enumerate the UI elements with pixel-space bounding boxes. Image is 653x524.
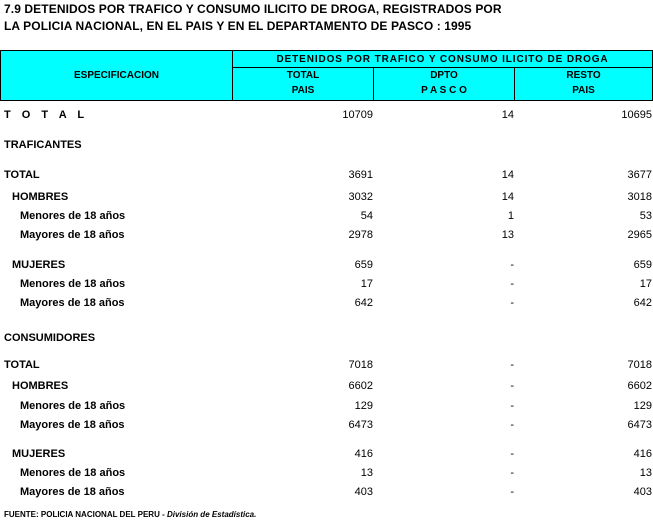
table-row xyxy=(0,378,653,396)
table-row xyxy=(0,295,653,313)
cell-total-pais: 17 xyxy=(360,278,373,290)
cell-dpto-pasco: - xyxy=(510,259,514,271)
cell-resto-pais: 10695 xyxy=(621,109,652,121)
source-label: FUENTE: POLICIA NACIONAL DEL PERU - xyxy=(4,510,167,519)
cell-total-pais: 659 xyxy=(354,259,373,271)
cell-dpto-pasco: - xyxy=(510,486,514,498)
row-label: Menores de 18 años xyxy=(20,210,126,222)
cell-resto-pais: 129 xyxy=(633,400,652,412)
row-label: Menores de 18 años xyxy=(20,400,126,412)
row-label: Mayores de 18 años xyxy=(20,419,125,431)
row-label: MUJERES xyxy=(12,259,66,271)
cell-resto-pais: 3677 xyxy=(627,169,652,181)
source-footnote xyxy=(4,510,256,519)
header-resto-pais xyxy=(515,68,652,100)
table-row xyxy=(0,446,653,464)
cell-resto-pais: 642 xyxy=(633,297,652,309)
row-label: Mayores de 18 años xyxy=(20,229,125,241)
section-traficantes: TRAFICANTES xyxy=(4,139,82,151)
cell-resto-pais: 403 xyxy=(633,486,652,498)
cell-resto-pais: 53 xyxy=(639,210,652,222)
table-row xyxy=(0,276,653,294)
row-label: HOMBRES xyxy=(12,191,69,203)
cell-resto-pais: 3018 xyxy=(627,191,652,203)
cell-dpto-pasco: 14 xyxy=(501,109,514,121)
cell-total-pais: 2978 xyxy=(348,229,373,241)
cell-resto-pais: 416 xyxy=(633,448,652,460)
cell-dpto-pasco: - xyxy=(510,297,514,309)
cell-dpto-pasco: 14 xyxy=(501,191,514,203)
section-consumidores: CONSUMIDORES xyxy=(4,332,96,344)
table-row xyxy=(0,357,653,375)
row-label: MUJERES xyxy=(12,448,66,460)
row-label: Menores de 18 años xyxy=(20,278,126,290)
cell-resto-pais: 6602 xyxy=(627,380,652,392)
cell-dpto-pasco: - xyxy=(510,467,514,479)
header-dpto-pasco xyxy=(374,68,515,100)
cell-total-pais: 642 xyxy=(354,297,373,309)
cell-resto-pais: 6473 xyxy=(627,419,652,431)
header-total-pais-line1: TOTAL xyxy=(286,70,320,81)
table-row xyxy=(0,107,653,125)
cell-total-pais: 3691 xyxy=(348,169,373,181)
table-row xyxy=(0,417,653,435)
cell-dpto-pasco: - xyxy=(510,380,514,392)
cell-total-pais: 416 xyxy=(354,448,373,460)
row-label: TOTAL xyxy=(4,359,40,371)
header-total-pais xyxy=(233,68,374,100)
row-label: Menores de 18 años xyxy=(20,467,126,479)
cell-dpto-pasco: - xyxy=(510,400,514,412)
row-label: Mayores de 18 años xyxy=(20,486,125,498)
cell-resto-pais: 659 xyxy=(633,259,652,271)
cell-dpto-pasco: - xyxy=(510,359,514,371)
cell-total-pais: 7018 xyxy=(348,359,373,371)
header-group-title: DETENIDOS POR TRAFICO Y CONSUMO ILICITO DE DROGA xyxy=(233,51,652,68)
header-dpto-pasco-line1: DPTO xyxy=(430,70,458,81)
cell-dpto-pasco: 13 xyxy=(501,229,514,241)
table-row xyxy=(0,257,653,275)
cell-total-pais: 6473 xyxy=(348,419,373,431)
header-dpto-pasco-line2: P A S C O xyxy=(421,85,467,96)
table-row xyxy=(0,227,653,245)
cell-dpto-pasco: - xyxy=(510,419,514,431)
header-resto-pais-line2: PAIS xyxy=(572,85,595,96)
cell-resto-pais: 7018 xyxy=(627,359,652,371)
cell-total-pais: 10709 xyxy=(342,109,373,121)
cell-total-pais: 3032 xyxy=(348,191,373,203)
table-title-line-1: 7.9 DETENIDOS POR TRAFICO Y CONSUMO ILICITO DE DROGA, REGISTRADOS POR xyxy=(4,2,502,16)
table-row xyxy=(0,208,653,226)
cell-total-pais: 54 xyxy=(360,210,373,222)
table-header xyxy=(0,50,653,101)
cell-dpto-pasco: 14 xyxy=(501,169,514,181)
table-row xyxy=(0,484,653,502)
header-especificacion: ESPECIFICACION xyxy=(1,51,233,100)
cell-total-pais: 403 xyxy=(354,486,373,498)
cell-resto-pais: 2965 xyxy=(627,229,652,241)
cell-resto-pais: 13 xyxy=(639,467,652,479)
table-row xyxy=(0,465,653,483)
row-label: HOMBRES xyxy=(12,380,69,392)
cell-total-pais: 6602 xyxy=(348,380,373,392)
table-row xyxy=(0,398,653,416)
row-label: T O T A L xyxy=(4,109,89,121)
row-label: TOTAL xyxy=(4,169,40,181)
table-row xyxy=(0,189,653,207)
row-label: Mayores de 18 años xyxy=(20,297,125,309)
cell-dpto-pasco: 1 xyxy=(507,210,514,222)
table-row xyxy=(0,167,653,185)
header-total-pais-line2: PAIS xyxy=(291,85,315,96)
cell-total-pais: 13 xyxy=(360,467,373,479)
section-heading-row xyxy=(0,137,653,155)
section-heading-row xyxy=(0,330,653,348)
cell-resto-pais: 17 xyxy=(639,278,652,290)
cell-dpto-pasco: - xyxy=(510,278,514,290)
header-resto-pais-line1: RESTO xyxy=(566,70,601,81)
source-division: División de Estadística. xyxy=(166,510,257,519)
cell-dpto-pasco: - xyxy=(510,448,514,460)
table-title-line-2: LA POLICIA NACIONAL, EN EL PAIS Y EN EL DEPARTAMENTO DE PASCO : 1995 xyxy=(4,19,472,33)
cell-total-pais: 129 xyxy=(354,400,373,412)
